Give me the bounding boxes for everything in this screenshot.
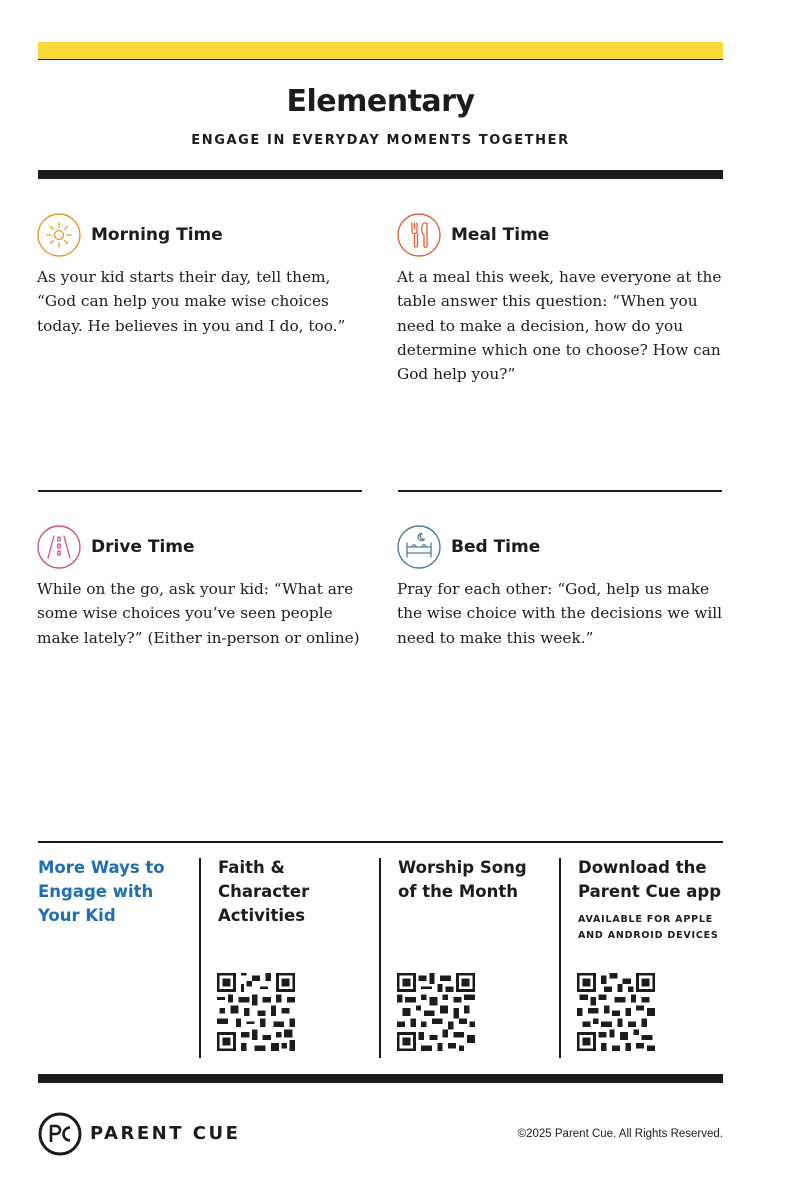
qr-code-icon[interactable] xyxy=(217,973,295,1051)
worship-song-title: Worship Song of the Month xyxy=(398,858,527,901)
header-divider xyxy=(38,170,723,179)
footer-divider xyxy=(38,1074,723,1083)
fork-knife-icon xyxy=(397,213,441,257)
moment-title: Meal Time xyxy=(451,225,550,245)
sun-icon xyxy=(37,213,81,257)
moment-body: As your kid starts their day, tell them, “God can help you make wise choices today. He believes in you and I do, too.” xyxy=(37,268,346,335)
moment-title: Bed Time xyxy=(451,537,541,557)
moment-title: Drive Time xyxy=(91,537,195,557)
section-divider xyxy=(38,490,362,492)
download-app-note: AVAILABLE FOR APPLE AND ANDROID DEVICES xyxy=(578,914,719,941)
column-separator xyxy=(559,858,561,1058)
column-separator xyxy=(199,858,201,1058)
brand-name: PARENT CUE xyxy=(90,1123,241,1144)
faith-character-title: Faith & Character Activities xyxy=(218,858,310,925)
faith-character-col xyxy=(218,856,368,928)
download-app-col xyxy=(578,856,728,944)
page-title: Elementary xyxy=(286,84,475,119)
worship-song-col xyxy=(398,856,548,904)
copyright-text: ©2025 Parent Cue. All Rights Reserved. xyxy=(517,1128,723,1140)
parent-cue-logo xyxy=(38,1112,82,1156)
column-separator xyxy=(379,858,381,1058)
more-ways-heading: More Ways to Engage with Your Kid xyxy=(38,858,165,925)
moment-body: While on the go, ask your kid: “What are some wise choices you’ve seen people make lately?” (Either in-person or online) xyxy=(37,580,360,647)
more-ways-rule xyxy=(38,841,723,843)
moment-body: Pray for each other: “God, help us make the wise choice with the decisions we will need to make this week.” xyxy=(397,580,723,647)
top-rule xyxy=(38,59,723,60)
page-subtitle: ENGAGE IN EVERYDAY MOMENTS TOGETHER xyxy=(191,133,570,148)
download-app-title: Download the Parent Cue app xyxy=(578,858,722,901)
road-icon xyxy=(37,525,81,569)
more-ways-heading-col xyxy=(38,856,188,928)
top-accent-bar xyxy=(38,42,723,59)
moment-title: Morning Time xyxy=(91,225,223,245)
bed-moon-icon xyxy=(397,525,441,569)
qr-code-icon[interactable] xyxy=(397,973,475,1051)
section-divider xyxy=(398,490,722,492)
moment-body: At a meal this week, have everyone at the table answer this question: “When you need to make a decision, how do you determine which one to choose? How can God help you?” xyxy=(397,268,722,384)
qr-code-icon[interactable] xyxy=(577,973,655,1051)
